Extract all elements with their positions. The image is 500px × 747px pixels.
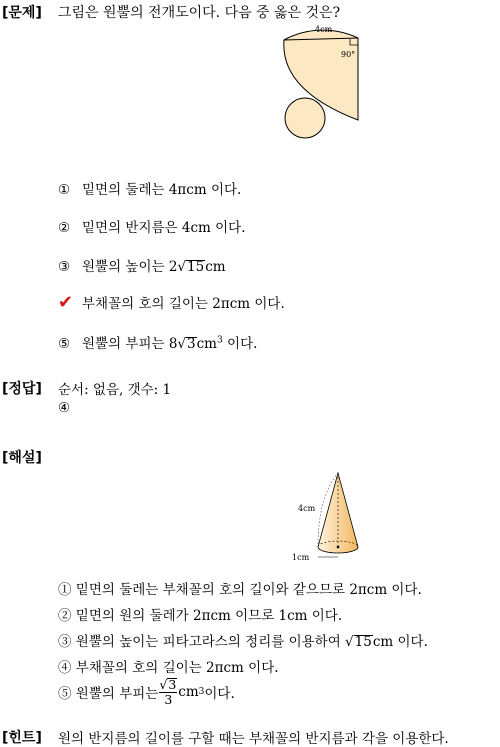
radicand: 15	[187, 259, 205, 275]
hint-text: 원의 반지름의 길이를 구할 때는 부채꼴의 반지름과 각을 이용한다.	[58, 731, 449, 747]
explanation-line-1: ① 밑면의 둘레는 부채꼴의 호의 길이와 같으므로 2πcm 이다.	[58, 582, 422, 598]
explanation-line-2: ② 밑면의 원의 둘레가 2πcm 이므로 1cm 이다.	[58, 608, 343, 624]
answer-line-2: ④	[58, 400, 71, 416]
line-text: ③ 원뿔의 높이는 피타고라스의 정리를 이용하여	[58, 634, 346, 650]
option-tail: 이다.	[222, 336, 258, 352]
net-figure	[280, 20, 380, 142]
option-text: 원뿔의 높이는 2	[82, 259, 178, 275]
angle-label: 90°	[341, 50, 356, 59]
option-text: 원뿔의 부피는 8	[82, 336, 178, 352]
base-circle	[285, 98, 325, 138]
line-exponent: 3	[198, 687, 205, 697]
fraction-numerator: 3	[168, 676, 177, 692]
radicand: 3	[187, 336, 196, 352]
hint-label: [힌트]	[2, 730, 42, 746]
option-1	[58, 178, 241, 198]
option-text: 밑면의 반지름은 4cm 이다.	[82, 220, 246, 236]
option-5: ⑤ 원뿔의 부피는 $8√3cm^3$ 이다.	[58, 335, 258, 352]
slant-label: 4cm	[298, 504, 316, 513]
option-2	[58, 216, 246, 236]
option-text: 밑면의 둘레는 4πcm 이다.	[82, 182, 242, 198]
line-unit: cm	[178, 684, 199, 700]
option-unit: cm	[205, 259, 226, 275]
option-4	[58, 292, 285, 313]
base-radius-label: 1cm	[292, 553, 310, 562]
check-icon: ✔	[58, 292, 74, 313]
radius-label: 4cm	[315, 25, 333, 34]
explanation-line-3: ③ 원뿔의 높이는 피타고라스의 정리를 이용하여 √15cm 이다.	[58, 634, 428, 650]
line-tail: 이다.	[204, 686, 235, 702]
explanation-line-5	[58, 676, 235, 708]
fraction-denominator: 3	[164, 691, 173, 707]
option-number: ②	[58, 220, 71, 236]
problem-question: 그림은 원뿔의 전개도이다. 다음 중 옳은 것은?	[58, 5, 341, 21]
fraction: $\frac{√3}{3}$	[159, 676, 177, 707]
cone-figure	[288, 467, 363, 563]
center-dot	[337, 546, 340, 549]
line-text: ⑤ 원뿔의 부피는	[58, 686, 159, 702]
explanation-line-4: ④ 부채꼴의 호의 길이는 2πcm 이다.	[58, 660, 279, 676]
line-tail: cm 이다.	[372, 634, 428, 650]
answer-label: [정답]	[2, 381, 42, 397]
radicand: 15	[354, 634, 372, 650]
explanation-label: [해설]	[2, 450, 42, 466]
option-number: ③	[58, 259, 71, 275]
option-number: ①	[58, 182, 71, 198]
answer-line-1: 순서: 없음, 갯수: 1	[58, 382, 172, 398]
problem-label: [문제]	[2, 5, 42, 21]
option-number: ⑤	[58, 336, 71, 352]
option-exponent: 3	[217, 335, 223, 346]
option-3: ③ 원뿔의 높이는 2√15cm	[58, 259, 226, 275]
option-unit: cm	[196, 336, 217, 352]
option-text: 부채꼴의 호의 길이는 2πcm 이다.	[82, 296, 285, 312]
